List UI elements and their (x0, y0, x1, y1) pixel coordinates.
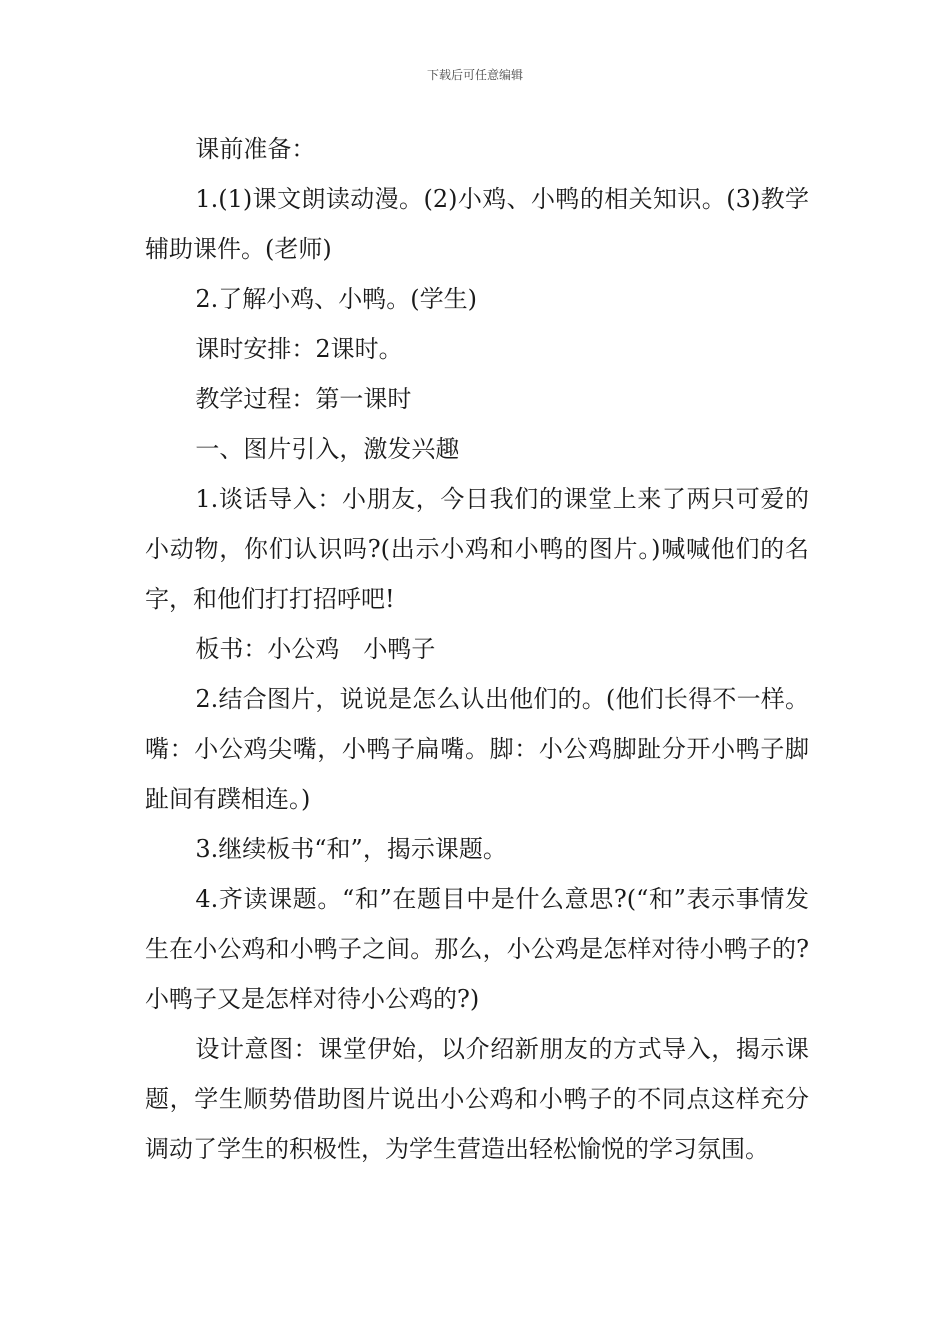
paragraph-prep-teacher: 1.(1)课文朗读动漫。(2)小鸡、小鸭的相关知识。(3)教学辅助课件。(老师) (145, 185, 809, 263)
paragraph-schedule: 课时安排：2课时。 (195, 335, 403, 363)
paragraph-prep-title: 课前准备： (195, 135, 316, 163)
document-body (145, 124, 809, 1174)
paragraph-step-1: 1.谈话导入：小朋友，今日我们的课堂上来了两只可爱的小动物，你们认识吗?(出示小鸡和小鸭的图片。)喊喊他们的名字，和他们打打招呼吧! (145, 485, 809, 613)
paragraph-step-3: 3.继续板书“和”，揭示课题。 (195, 835, 507, 863)
section-heading-intro: 一、图片引入，激发兴趣 (195, 435, 460, 463)
paragraph-process: 教学过程：第一课时 (195, 385, 412, 413)
paragraph-prep-student: 2.了解小鸡、小鸭。(学生) (195, 285, 478, 313)
paragraph-board-writing: 板书：小公鸡 小鸭子 (195, 635, 436, 663)
paragraph-design-intent: 设计意图：课堂伊始，以介绍新朋友的方式导入，揭示课题，学生顺势借助图片说出小公鸡和小鸭子的不同点这样充分调动了学生的积极性，为学生营造出轻松愉悦的学习氛围。 (145, 1035, 809, 1163)
page-header: 下载后可任意编辑 (426, 68, 523, 82)
paragraph-step-4: 4.齐读课题。“和”在题目中是什么意思?(“和”表示事情发生在小公鸡和小鸭子之间。那么，小公鸡是怎样对待小鸭子的?小鸭子又是怎样对待小公鸡的?) (145, 885, 809, 1013)
paragraph-step-2: 2.结合图片，说说是怎么认出他们的。(他们长得不一样。嘴：小公鸡尖嘴，小鸭子扁嘴。脚：小公鸡脚趾分开小鸭子脚趾间有蹼相连。) (145, 685, 809, 813)
